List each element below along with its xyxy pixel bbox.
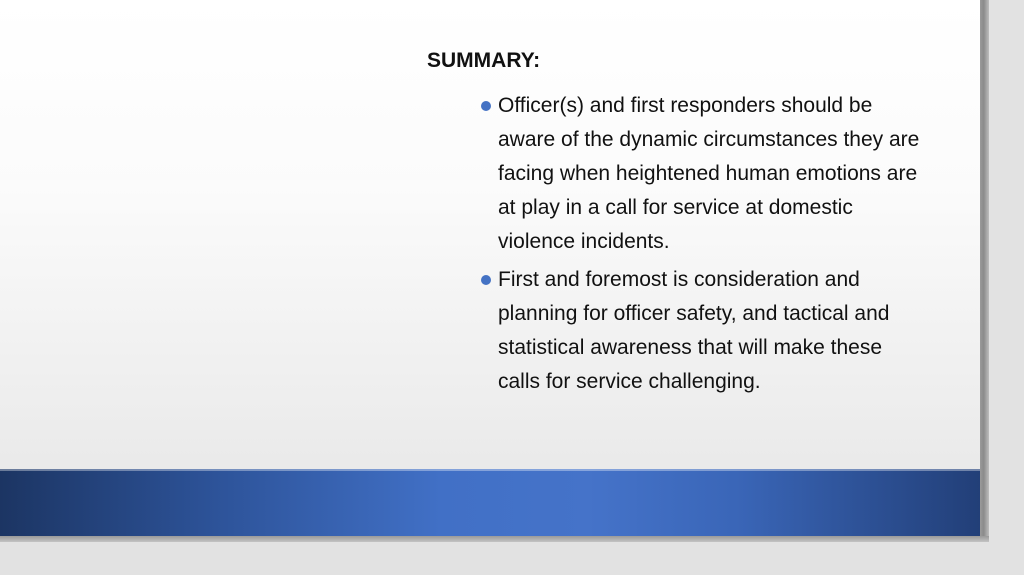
bullet-dot-icon [481,101,491,111]
slide-right-shadow [980,0,989,542]
bullet-item-2 [481,263,923,399]
slide-content [427,46,927,403]
bullet-item-1 [481,89,923,259]
bullet-list [427,89,927,399]
bullet-dot-icon [481,275,491,285]
slide-bottom-shadow [0,536,989,542]
bullet-text-2: First and foremost is consideration and planning for officer safety, and tactical and statistical awareness that will make these calls for service challenging. [498,268,890,393]
footer-blue-band [0,469,980,536]
summary-heading: SUMMARY: [427,49,541,72]
bullet-text-1: Officer(s) and first responders should be aware of the dynamic circumstances they are facing when heightened human emotions are at play in a call for service at domestic violence incidents. [498,94,920,253]
